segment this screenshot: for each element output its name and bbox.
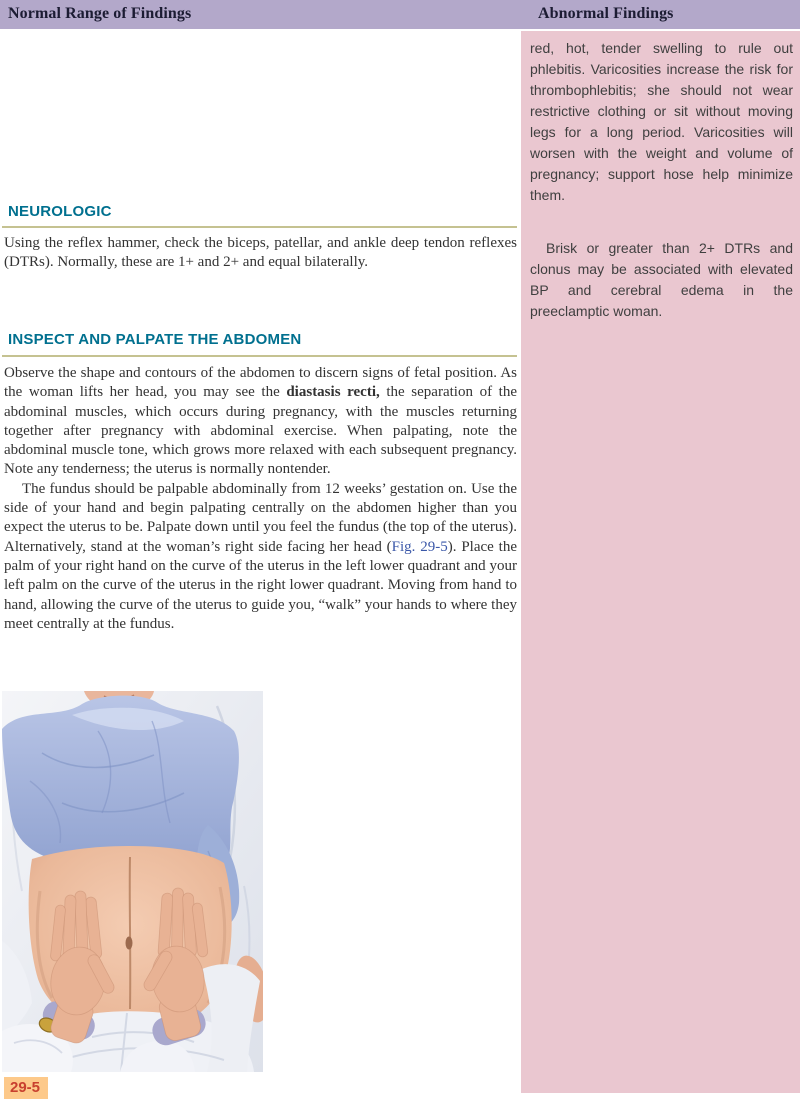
section-heading-abdomen: INSPECT AND PALPATE THE ABDOMEN xyxy=(8,331,302,348)
text-run: ). Place the palm of your right hand on the curve of the uterus in the left lower quadrant and your left palm on the curve of the uterus in the right lower quadrant. Moving from hand to hand, allowing the curve of the uterus to guide you, “walk” your hands to where they meet centrally at the fundus. xyxy=(4,538,517,632)
abnormal-findings-column-title: Abnormal Findings xyxy=(538,5,674,22)
section-heading-neurologic: NEUROLOGIC xyxy=(8,203,112,220)
normal-findings-column-title: Normal Range of Findings xyxy=(8,5,192,22)
abnormal-findings-panel xyxy=(521,31,800,1093)
heading-rule-divider xyxy=(2,226,517,228)
text-run: the separation of the abdominal muscles, which occurs during pregnancy, with the muscles returning together after pregnancy with abdominal exercise. When palpating, note the abdominal muscle tone, which grows more relaxed with each subsequent pregnancy. Note any tenderness; the uterus is normally nontender. xyxy=(4,384,517,478)
text-run: Observe the shape and contours of the abdomen to discern signs of fetal position. As the woman lifts her head, you may see the xyxy=(4,365,517,401)
abnormal-paragraph-dtrs: Brisk or greater than 2+ DTRs and clonus may be associated with elevated BP and cerebral edema in the preeclamptic woman. xyxy=(530,240,793,319)
neurologic-paragraph: Using the reflex hammer, check the biceps, patellar, and ankle deep tendon reflexes (DTRs). Normally, these are 1+ and 2+ and equal bilaterally. xyxy=(4,235,517,271)
navel xyxy=(126,937,133,950)
abdomen-paragraphs xyxy=(4,364,517,634)
abnormal-paragraph-varicosities: red, hot, tender swelling to rule out phlebitis. Varicosities increase the risk for thrombophlebitis; she should not wear restrictive clothing or sit without moving legs for a long period. Varicosities will worsen with the weight and volume of pregnancy; support hose help minimize them. xyxy=(530,40,793,203)
column-header-bar xyxy=(0,0,800,29)
heading-rule-divider xyxy=(2,355,517,357)
abdomen-paragraph-1 xyxy=(4,364,517,480)
figure-29-5-crossreference-link[interactable]: Fig. 29-5 xyxy=(391,538,448,555)
figure-number-badge: 29-5 xyxy=(4,1077,48,1099)
bold-term-diastasis-recti: diastasis recti, xyxy=(286,384,380,401)
abdominal-palpation-photo xyxy=(2,691,263,1072)
abdomen-paragraph-2 xyxy=(4,480,517,634)
linea-nigra xyxy=(130,857,131,1009)
text-run: The fundus should be palpable abdominally from 12 weeks’ gestation on. Use the side of your hand and begin palpating centrally on the abdomen higher than you expect the uterus to be. Palpate down until you feel the fundus (the top of the uterus). Alternatively, stand at the woman’s right side facing her head ( xyxy=(4,480,517,555)
